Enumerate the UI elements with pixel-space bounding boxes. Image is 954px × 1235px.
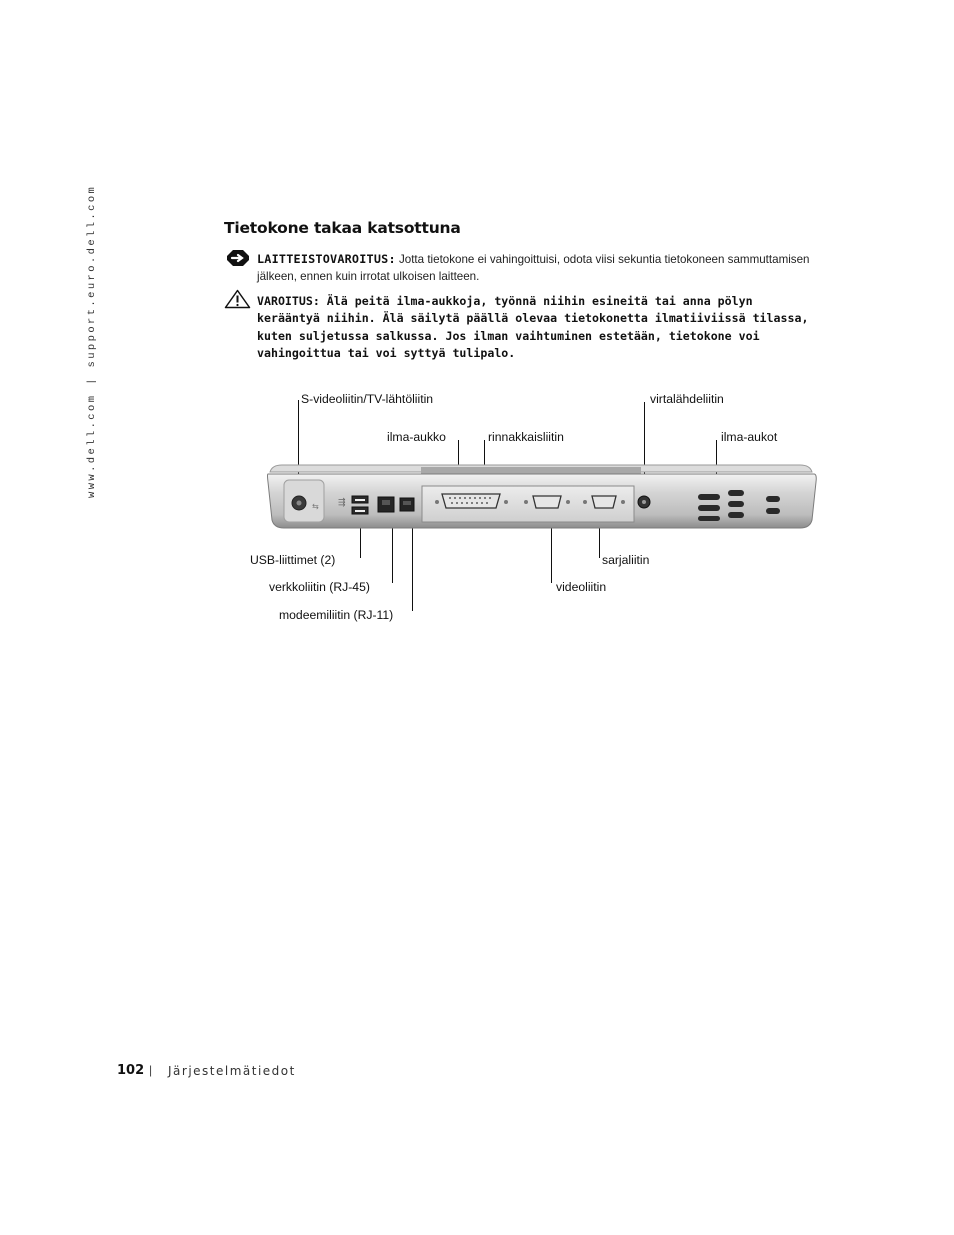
label-vent: ilma-aukko [387, 430, 446, 444]
label-vents: ilma-aukot [721, 430, 778, 444]
label-power: virtalähdeliitin [650, 392, 724, 406]
footer-separator: | [149, 1063, 153, 1077]
label-usb: USB-liittimet (2) [250, 553, 336, 567]
svg-text:⇶: ⇶ [338, 498, 346, 508]
label-video: videoliitin [556, 580, 607, 594]
page-number: 102 [117, 1063, 145, 1078]
label-svideo: S-videoliitin/TV-lähtöliitin [301, 392, 434, 406]
label-serial: sarjaliitin [602, 553, 650, 567]
footer-section-name: Järjestelmätiedot [168, 1064, 296, 1078]
label-modem: modeemiliitin (RJ-11) [279, 608, 394, 622]
warning-paragraph: VAROITUS: Älä peitä ilma-aukkoja, työnnä niihin esineitä tai anna pölyn kerääntyä niihin. Älä säilytä päällä olevaa tietokonetta ilmatiiviissä tilassa, kuten suljetussa salkussa. Jos ilman vaihtuminen estetään, tietokone voi vahingoittua tai voi syttyä tulipalo. [257, 294, 809, 360]
notice-body: Jotta tietokone ei vahingoittuisi, odota viisi sekuntia tietokoneen sammuttamisen jälkeen, ennen kuin irrotat ulkoisen laitteen. [257, 253, 810, 283]
label-parallel: rinnakkaisliitin [488, 430, 564, 444]
notice-label: LAITTEISTOVAROITUS: [257, 252, 396, 266]
laptop-rear-illustration [266, 460, 818, 538]
sidebar-url: www.dell.com | support.euro.dell.com [86, 184, 98, 498]
svg-text:⇆: ⇆ [312, 502, 319, 511]
label-network: verkkoliitin (RJ-45) [269, 580, 370, 594]
section-title: Tietokone takaa katsottuna [224, 219, 461, 237]
